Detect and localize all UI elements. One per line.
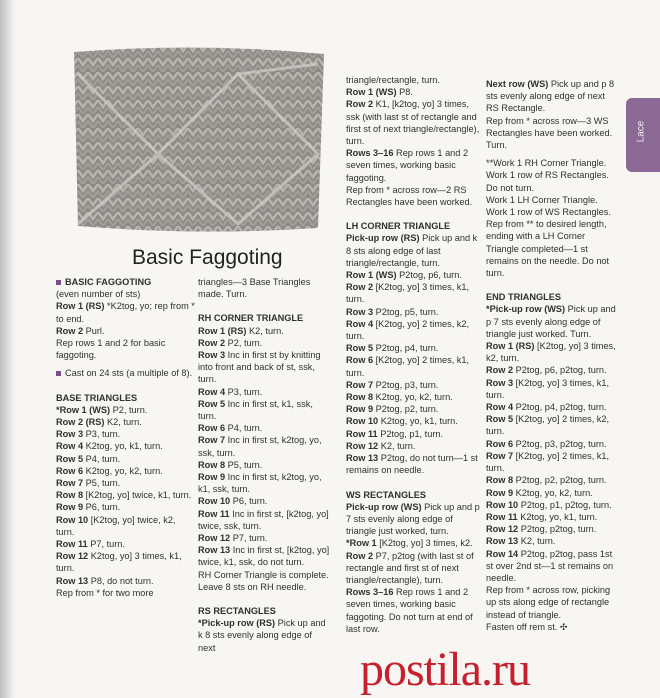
instruction-row	[486, 364, 620, 376]
row-label: Row 10	[486, 499, 519, 510]
section-heading-text: END TRIANGLES	[486, 292, 562, 303]
section-tab-label: Lace	[635, 120, 647, 143]
row-label: Row 8	[198, 459, 226, 470]
row-text: P2tog, do not turn—1 st remains on needle.	[346, 453, 478, 476]
instruction-row	[56, 465, 196, 477]
instruction-row	[198, 349, 330, 386]
instruction-row	[198, 508, 330, 532]
instruction-text-content: triangle/rectangle, turn.	[346, 75, 440, 85]
instruction-row	[486, 474, 620, 486]
row-text: P6, turn.	[230, 496, 268, 507]
instruction-row	[56, 477, 196, 489]
section-heading	[486, 291, 620, 303]
row-text: Pick up and k 8 sts along edge of last triangle/rectangle, turn.	[346, 233, 478, 268]
instruction-row	[486, 438, 620, 450]
instruction-row	[346, 586, 482, 635]
instruction-row	[56, 538, 196, 550]
instruction-row	[198, 337, 330, 349]
instruction-row	[198, 325, 330, 337]
section-heading-text: BASIC FAGGOTING	[65, 277, 152, 287]
instruction-row	[198, 434, 330, 458]
row-text: K2, turn.	[104, 417, 142, 428]
row-text: K2, turn.	[246, 325, 284, 336]
instruction-row	[56, 453, 196, 465]
instruction-row	[346, 452, 482, 476]
row-text: P2, turn.	[225, 337, 263, 348]
instruction-text	[486, 157, 620, 194]
instruction-row	[198, 544, 330, 568]
row-text: Inc in first st, [k2tog, yo] twice, k1, ssk, do not turn.	[198, 545, 330, 568]
row-label: Row 10	[56, 514, 89, 525]
row-label: Row 12	[486, 524, 519, 535]
section-heading	[56, 276, 196, 288]
row-label: Row 6	[198, 423, 226, 434]
pattern-title: Basic Faggoting	[132, 246, 283, 269]
row-label: Row 4	[56, 441, 84, 452]
instruction-row	[486, 523, 620, 535]
row-text: [K2tog, yo] 3 times, k2.	[376, 538, 473, 549]
row-label: Row 11	[346, 428, 378, 439]
row-label: Next row (WS)	[486, 79, 549, 89]
row-label: Row 12	[346, 440, 379, 451]
instruction-row	[486, 413, 620, 437]
section-heading	[198, 605, 330, 617]
instruction-text-content: Cast on 24 sts (a multiple of 8).	[65, 368, 193, 379]
instruction-row	[346, 281, 482, 305]
row-label: Row 6	[346, 355, 374, 366]
row-label: Row 3	[346, 306, 374, 317]
row-label: Row 6	[486, 438, 514, 449]
instruction-row	[486, 377, 620, 401]
instruction-row	[56, 404, 196, 416]
row-label: Row 8	[56, 490, 84, 501]
row-text: Inc in first st, [k2tog, yo] twice, ssk, turn.	[198, 508, 329, 531]
row-label: *Pick-up row (WS)	[486, 304, 566, 315]
instruction-row	[346, 232, 482, 269]
column-2	[198, 276, 330, 654]
instruction-row	[346, 440, 482, 452]
row-text: Pick up and p 7 sts evenly along edge of triangle just worked, turn.	[346, 501, 480, 537]
instruction-row	[56, 550, 196, 574]
row-label: Rows 3–16	[346, 148, 394, 159]
row-label: Row 9	[198, 472, 226, 483]
instruction-text-content: Rep rows 1 and 2 for basic faggoting.	[56, 338, 166, 361]
spacer	[346, 477, 482, 483]
row-text: K2tog, yo, k2, turn.	[373, 392, 453, 403]
row-text: Inc in first st by knitting into front and back of st, ssk, turn.	[198, 350, 321, 385]
instruction-row	[346, 379, 482, 391]
row-text: [K2tog, yo] 2 times, k1, turn.	[346, 355, 470, 378]
column-3	[346, 74, 482, 635]
row-label: Row 14	[486, 548, 519, 559]
row-label: Row 1 (RS)	[486, 341, 535, 352]
instruction-row	[486, 548, 620, 585]
row-label: Row 9	[486, 487, 514, 498]
instruction-row	[346, 306, 482, 318]
instruction-row	[346, 354, 482, 378]
row-label: Row 2 (RS)	[56, 417, 105, 428]
row-text: P5, turn.	[83, 478, 121, 489]
instruction-text	[56, 587, 196, 599]
row-text: P2tog, p4, p2tog, turn.	[513, 402, 607, 413]
section-heading-text: LH CORNER TRIANGLE	[346, 221, 451, 232]
row-label: Row 7	[198, 435, 226, 446]
row-text: P2tog, p4, turn.	[373, 343, 439, 354]
row-text: P3, turn.	[83, 429, 121, 440]
instruction-row	[486, 340, 620, 364]
row-text: K2tog, yo] 3 times, k1, turn.	[56, 551, 182, 574]
instruction-text	[198, 569, 330, 593]
spacer	[346, 208, 482, 214]
row-text: [K2tog, yo] 3 times, k2, turn.	[486, 341, 616, 364]
row-label: Rows 3–16	[346, 587, 394, 598]
instruction-row	[56, 489, 196, 501]
row-text: K2, turn.	[378, 440, 416, 451]
row-label: Row 4	[346, 318, 374, 329]
instruction-row	[486, 499, 620, 511]
row-text: [K2tog, yo] 2 times, k2, turn.	[346, 318, 470, 342]
row-text: P2tog, p1, turn.	[377, 428, 444, 439]
row-text: P8, do not turn.	[88, 575, 154, 586]
row-text: Pick up and p 7 sts evenly along edge of triangle just worked. Turn.	[486, 304, 616, 339]
instruction-text	[346, 74, 482, 86]
row-label: Row 5	[346, 343, 374, 354]
row-text: P2tog, p6, turn.	[396, 270, 462, 281]
instruction-row	[346, 98, 482, 147]
row-text: K2tog, yo, k2, turn.	[513, 487, 593, 498]
instruction-row	[56, 575, 196, 587]
row-text: K2tog, yo, k1, turn.	[378, 416, 458, 427]
instruction-text	[486, 584, 620, 621]
row-text: Purl.	[83, 325, 105, 336]
row-label: Row 11	[486, 511, 518, 522]
instruction-text	[486, 115, 620, 152]
instruction-row	[346, 428, 482, 440]
row-label: Row 5	[198, 398, 226, 409]
instruction-row	[56, 325, 196, 337]
row-text: P3, turn.	[225, 386, 263, 397]
instruction-text-content: Rep from * for two more	[56, 587, 154, 598]
row-label: Row 2	[198, 337, 226, 348]
row-text: K2tog, yo, k2, turn.	[83, 465, 163, 476]
row-text: P4, turn.	[225, 423, 263, 434]
section-tab	[626, 98, 660, 172]
instruction-row	[56, 416, 196, 428]
row-label: Row 3	[486, 377, 514, 388]
row-text: [K2tog, yo] 2 times, k2, turn.	[486, 414, 610, 437]
row-label: Row 11	[198, 508, 230, 519]
row-label: Row 12	[198, 533, 231, 544]
section-heading	[346, 489, 482, 501]
row-label: Row 10	[346, 416, 379, 427]
row-text: P2tog, p3, p2tog, turn.	[513, 438, 607, 449]
row-text: P6, turn.	[83, 502, 121, 513]
row-text: P2, turn.	[110, 404, 148, 415]
watermark: postila.ru	[360, 643, 530, 696]
instruction-row	[346, 318, 482, 342]
row-label: Row 1 (WS)	[346, 87, 397, 98]
row-text: P7, p2tog (with last st of rectangle and first st of next triangle/rectangle), turn.	[346, 550, 474, 585]
row-text: [K2tog, yo] twice, k2, turn.	[56, 514, 176, 537]
row-text: [K2tog, yo] 3 times, k1, turn.	[346, 282, 470, 305]
row-label: Pick-up row (RS)	[346, 233, 420, 244]
row-text: K2, turn.	[518, 536, 556, 547]
instruction-row	[346, 550, 482, 587]
instruction-row	[56, 440, 196, 452]
instruction-text	[56, 367, 196, 379]
book-spine	[0, 0, 16, 698]
instruction-row	[346, 269, 482, 281]
knitted-swatch-photo	[68, 44, 330, 234]
row-text: P8.	[396, 87, 413, 98]
instruction-row	[486, 487, 620, 499]
row-text: P2tog, p2, p2tog, turn.	[513, 475, 607, 486]
row-text: P7, turn.	[87, 539, 125, 550]
instruction-row	[346, 391, 482, 403]
row-label: *Row 1	[346, 538, 377, 549]
row-label: Row 9	[346, 404, 374, 415]
spacer	[56, 380, 196, 386]
instruction-row	[198, 422, 330, 434]
section-heading	[346, 220, 482, 232]
instruction-text-content: Work 1 LH Corner Triangle. Work 1 row of WS Rectangles. Rep from ** to desired length, ending with a LH Corner Triangle completed—1 st remains on the needle. Do not turn.	[486, 194, 611, 279]
row-label: Row 4	[198, 386, 226, 397]
instruction-row	[486, 78, 620, 115]
row-label: Row 8	[346, 392, 374, 403]
section-heading	[198, 312, 330, 324]
instruction-row	[56, 501, 196, 513]
instruction-row	[198, 532, 330, 544]
instruction-text	[486, 621, 620, 633]
row-text: Rep rows 1 and 2 seven times, working basic faggoting.	[346, 148, 469, 183]
row-label: Row 13	[198, 545, 231, 556]
row-text: P2tog, p2tog, turn.	[518, 524, 597, 535]
row-label: Row 1 (RS)	[56, 301, 105, 312]
instruction-row	[198, 459, 330, 471]
section-heading-text: RH CORNER TRIANGLE	[198, 313, 304, 324]
instruction-row	[346, 86, 482, 98]
row-text: Rep rows 1 and 2 seven times, working basic faggoting. Do not turn at end of last row.	[346, 587, 473, 634]
row-label: Row 5	[486, 414, 514, 425]
row-text: Pick up and k 8 sts evenly along edge of next	[198, 618, 326, 653]
instruction-row	[56, 428, 196, 440]
instruction-text	[486, 194, 620, 279]
row-text: K2tog, yo, k1, turn.	[517, 511, 598, 522]
row-label: Row 11	[56, 539, 88, 550]
row-label: Row 7	[56, 478, 84, 489]
instruction-text	[56, 288, 196, 300]
instruction-row	[486, 535, 620, 547]
row-text: P7, turn.	[230, 533, 268, 544]
row-label: Row 2	[346, 550, 374, 561]
row-label: Pick-up row (WS)	[346, 501, 422, 512]
instruction-row	[56, 514, 196, 538]
row-text: K1, [k2tog, yo] 3 times, ssk (with last st of rectangle and first st of next triangle/rectangle), turn.	[346, 99, 480, 147]
bullet-icon	[56, 280, 61, 285]
bullet-icon	[56, 371, 61, 376]
instruction-row	[346, 403, 482, 415]
row-label: Row 8	[486, 475, 514, 486]
instruction-text-content: Rep from * across row, picking up sts along edge of rectangle instead of triangle.	[486, 585, 611, 620]
row-label: Row 2	[346, 99, 374, 110]
row-text: Inc in first st, k2tog, yo, ssk, turn.	[198, 435, 322, 458]
instruction-row	[346, 147, 482, 184]
row-text: P2tog, p3, turn.	[373, 379, 439, 390]
instruction-row	[198, 398, 330, 422]
row-label: Row 2	[486, 365, 514, 376]
instruction-text	[346, 184, 482, 208]
spacer	[486, 279, 620, 285]
row-label: Row 13	[346, 453, 379, 464]
row-label: *Pick-up row (RS)	[198, 618, 276, 629]
section-heading-text: BASE TRIANGLES	[56, 392, 138, 403]
row-text: [K2tog, yo] 2 times, k1, turn.	[486, 450, 610, 474]
row-text: P2tog, p2, turn.	[373, 404, 439, 415]
row-label: Row 2	[56, 325, 84, 336]
instruction-row	[486, 450, 620, 474]
instruction-row	[198, 617, 330, 654]
instruction-row	[346, 501, 482, 538]
instruction-text-content: Fasten off rem st. ✣	[486, 621, 568, 632]
row-label: *Row 1 (WS)	[56, 404, 111, 415]
instruction-text-content: Rep from * across row—3 WS Rectangles have been worked. Turn.	[486, 115, 613, 151]
section-heading-text: RS RECTANGLES	[198, 606, 276, 617]
row-label: Row 7	[346, 379, 374, 390]
row-label: Row 4	[486, 402, 514, 413]
instruction-row	[346, 537, 482, 549]
section-heading	[56, 392, 196, 404]
row-label: Row 2	[346, 282, 374, 293]
row-text: P2tog, p2tog, pass 1st st over 2nd st—1 st remains on needle.	[486, 548, 614, 583]
instruction-row	[198, 386, 330, 398]
row-label: Row 1 (RS)	[198, 325, 247, 336]
instruction-text	[198, 276, 330, 300]
instruction-text-content: Rep from * across row—2 RS Rectangles have been worked.	[346, 184, 473, 208]
column-4	[486, 78, 620, 633]
row-label: Row 3	[198, 350, 226, 361]
row-text: P2tog, p6, p2tog, turn.	[513, 365, 607, 376]
row-text: Inc in first st, k2tog, yo, k1, ssk, turn.	[198, 472, 322, 495]
instruction-row	[346, 415, 482, 427]
instruction-row	[486, 303, 620, 340]
row-label: Row 6	[56, 465, 84, 476]
instruction-text-content: (even number of sts)	[56, 289, 141, 300]
row-text: Pick up and p 8 sts evenly along edge of next RS Rectangle.	[486, 79, 615, 114]
row-label: Row 1 (WS)	[346, 270, 397, 281]
instruction-row	[486, 511, 620, 523]
row-label: Row 13	[486, 536, 519, 547]
row-text: P4, turn.	[83, 453, 121, 464]
row-text: K2tog, yo, k1, turn.	[83, 441, 163, 452]
row-label: Row 10	[198, 496, 231, 507]
row-text: P2tog, p1, p2tog, turn.	[518, 499, 612, 510]
instruction-text-content: **Work 1 RH Corner Triangle. Work 1 row of RS Rectangles. Do not turn.	[486, 158, 609, 193]
row-text: P5, turn.	[225, 459, 263, 470]
row-text: P2tog, p5, turn.	[373, 306, 439, 317]
instruction-row	[486, 401, 620, 413]
row-label: Row 12	[56, 551, 89, 562]
instruction-row	[346, 342, 482, 354]
row-label: Row 3	[56, 429, 84, 440]
section-heading-text: WS RECTANGLES	[346, 489, 426, 500]
instruction-row	[198, 495, 330, 507]
column-1	[56, 270, 196, 599]
row-label: Row 13	[56, 575, 89, 586]
row-text: *K2tog, yo; rep from * to end.	[56, 301, 195, 324]
row-text: [K2tog, yo] twice, k1, turn.	[83, 490, 192, 501]
instruction-row	[56, 300, 196, 324]
instruction-text-content: RH Corner Triangle is complete. Leave 8 sts on RH needle.	[198, 569, 329, 592]
row-label: Row 9	[56, 502, 84, 513]
row-label: Row 7	[486, 450, 514, 461]
instruction-text-content: triangles—3 Base Triangles made. Turn.	[198, 277, 311, 300]
spacer	[198, 300, 330, 306]
row-text: Inc in first st, k1, ssk, turn.	[198, 398, 313, 422]
row-text: [K2tog, yo] 3 times, k1, turn.	[486, 377, 610, 400]
spacer	[198, 593, 330, 599]
row-label: Row 5	[56, 453, 84, 464]
instruction-text	[56, 337, 196, 361]
instruction-row	[198, 471, 330, 495]
